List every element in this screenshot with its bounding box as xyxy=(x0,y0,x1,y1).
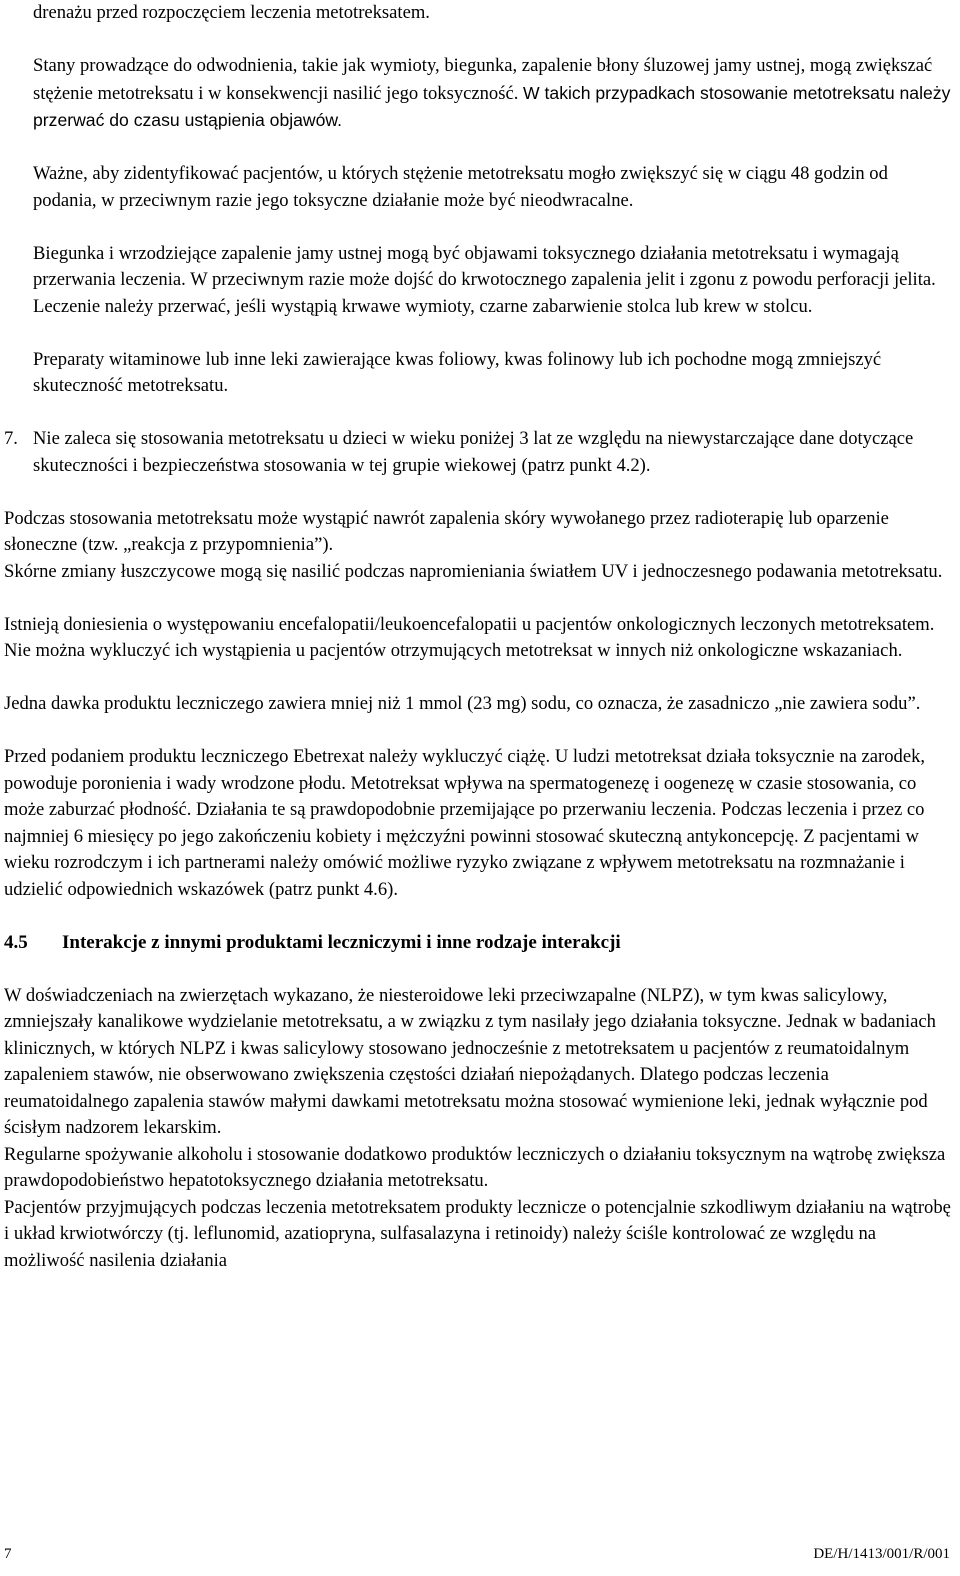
paragraph-identify-patients: Ważne, aby zidentyfikować pacjentów, u których stężenie metotreksatu mogło zwiększyć się w ciągu 48 godzin od podania, w przeciwnym razie jego toksyczne działanie może być nieodwracalne. xyxy=(33,163,888,211)
paragraph-dehydration-sans: W takich przypadkach stosowanie metotreksatu należy przerwać do czasu ustąpienia objawów. xyxy=(33,82,951,130)
paragraph-diarrhea: Biegunka i wrzodziejące zapalenie jamy ustnej mogą być objawami toksycznego działania metotreksatu i wymagają przerwania leczenia. W przeciwnym razie może dojść do krwotocznego zapalenia jelit i zgonu z powodu perforacji jelita. xyxy=(33,242,936,290)
paragraph-alcohol: Regularne spożywanie alkoholu i stosowanie dodatkowo produktów leczniczych o działaniu toksycznym na wątrobę zwiększa prawdopodobieństwo hepatotoksycznego działania metotreksatu. xyxy=(4,1143,946,1191)
paragraph-nsaid: W doświadczeniach na zwierzętach wykazano, że niesteroidowe leki przeciwzapalne (NLPZ), w tym kwas salicylowy, zmniejszały kanalikowe wydzielanie metotreksatu, a w związku z tym nasilały jego działania toksyczne. Jednak w badaniach klinicznych, w których NLPZ i kwas salicylowy stosowano jednocześnie z metotreksatem u pacjentów z reumatoidalnym zapaleniem stawów, nie obserwowano zwiększenia częstości działań niepożądanych. Dlatego podczas leczenia reumatoidalnego zapalenia stawów małymi dawkami metotreksatu można stosować wymienione leki, jednak wyłącznie pod ścisłym nadzorem lekarskim. xyxy=(4,984,936,1138)
top-line: drenażu przed rozpoczęciem leczenia metotreksatem. xyxy=(33,2,430,23)
paragraph-liver: Pacjentów przyjmujących podczas leczenia metotreksatem produkty lecznicze o potencjalnie szkodliwym działaniu na wątrobę i układ krwiotwórczy (tj. leflunomid, azatiopryna, sulfasalazyna i retinoidy) należy ściśle kontrolować ze względu na możliwość nasilenia działania xyxy=(4,1196,951,1271)
paragraph-sodium: Jedna dawka produktu leczniczego zawiera mniej niż 1 mmol (23 mg) sodu, co oznacza, że zasadniczo „nie zawiera sodu”. xyxy=(4,693,921,714)
paragraph-uv: Skórne zmiany łuszczycowe mogą się nasilić podczas napromieniania światłem UV i jednoczesnego podawania metotreksatu. xyxy=(4,560,943,582)
paragraph-stop-treatment: Leczenie należy przerwać, jeśli wystąpią krwawe wymioty, czarne zabarwienie stolca lub krew w stolcu. xyxy=(33,295,813,317)
paragraph-encephalopathy: Istnieją doniesienia o występowaniu encefalopatii/leukoencefalopatii u pacjentów onkologicznych leczonych metotreksatem. Nie można wykluczyć ich wystąpienia u pacjentów otrzymujących metotreksat w innych niż onkologiczne wskazaniach. xyxy=(4,613,935,661)
paragraph-pregnancy: Przed podaniem produktu leczniczego Ebetrexat należy wykluczyć ciążę. U ludzi metotreksat działa toksycznie na zarodek, powoduje poronienia i wady wrodzone płodu. Metotreksat wpływa na spermatogenezę i oogenezę w czasie stosowania, co może zaburzać płodność. Działania te są prawdopodobnie przemijające po przerwaniu leczenia. Podczas leczenia i przez co najmniej 6 miesięcy po jego zakończeniu kobiety i mężczyźni powinni stosować skuteczną antykoncepcję. Z pacjentami w wieku rozrodczym i ich partnerami należy omówić możliwe ryzyko związane z wpływem metotreksatu na rozmnażanie i udzielić odpowiednich wskazówek (patrz punkt 4.6). xyxy=(4,746,926,900)
section-heading-title: Interakcje z innymi produktami leczniczymi i inne rodzaje interakcji xyxy=(62,931,621,953)
page-footer xyxy=(4,1546,950,1563)
paragraph-dehydration xyxy=(4,53,952,135)
document-body xyxy=(4,0,952,1274)
list-item-7 xyxy=(4,426,952,479)
section-heading-4-5 xyxy=(4,930,952,957)
paragraph-vitamins: Preparaty witaminowe lub inne leki zawierające kwas foliowy, kwas folinowy lub ich pochodne mogą zmniejszyć skuteczność metotreksatu. xyxy=(33,348,882,396)
list-item-text: Nie zaleca się stosowania metotreksatu u dzieci w wieku poniżej 3 lat ze względu na niewystarczające dane dotyczące skuteczności i bezpieczeństwa stosowania w tej grupie wiekowej (patrz punkt 4.2). xyxy=(33,428,914,476)
section-heading-number: 4.5 xyxy=(4,931,28,953)
page-number: 7 xyxy=(4,1546,12,1562)
list-item-number: 7. xyxy=(4,428,18,449)
paragraph-dehydration-serif: Stany prowadzące do odwodnienia, takie jak wymioty, biegunka, zapalenie błony śluzowej jamy ustnej, mogą zwiększać stężenie metotreksatu i w konsekwencji nasilić jego toksyczność. xyxy=(33,55,933,104)
document-code: DE/H/1413/001/R/001 xyxy=(813,1546,950,1562)
paragraph-radiation-recall: Podczas stosowania metotreksatu może wystąpić nawrót zapalenia skóry wywołanego przez radioterapię lub oparzenie słoneczne (tzw. „reakcja z przypomnienia”). xyxy=(4,507,889,555)
